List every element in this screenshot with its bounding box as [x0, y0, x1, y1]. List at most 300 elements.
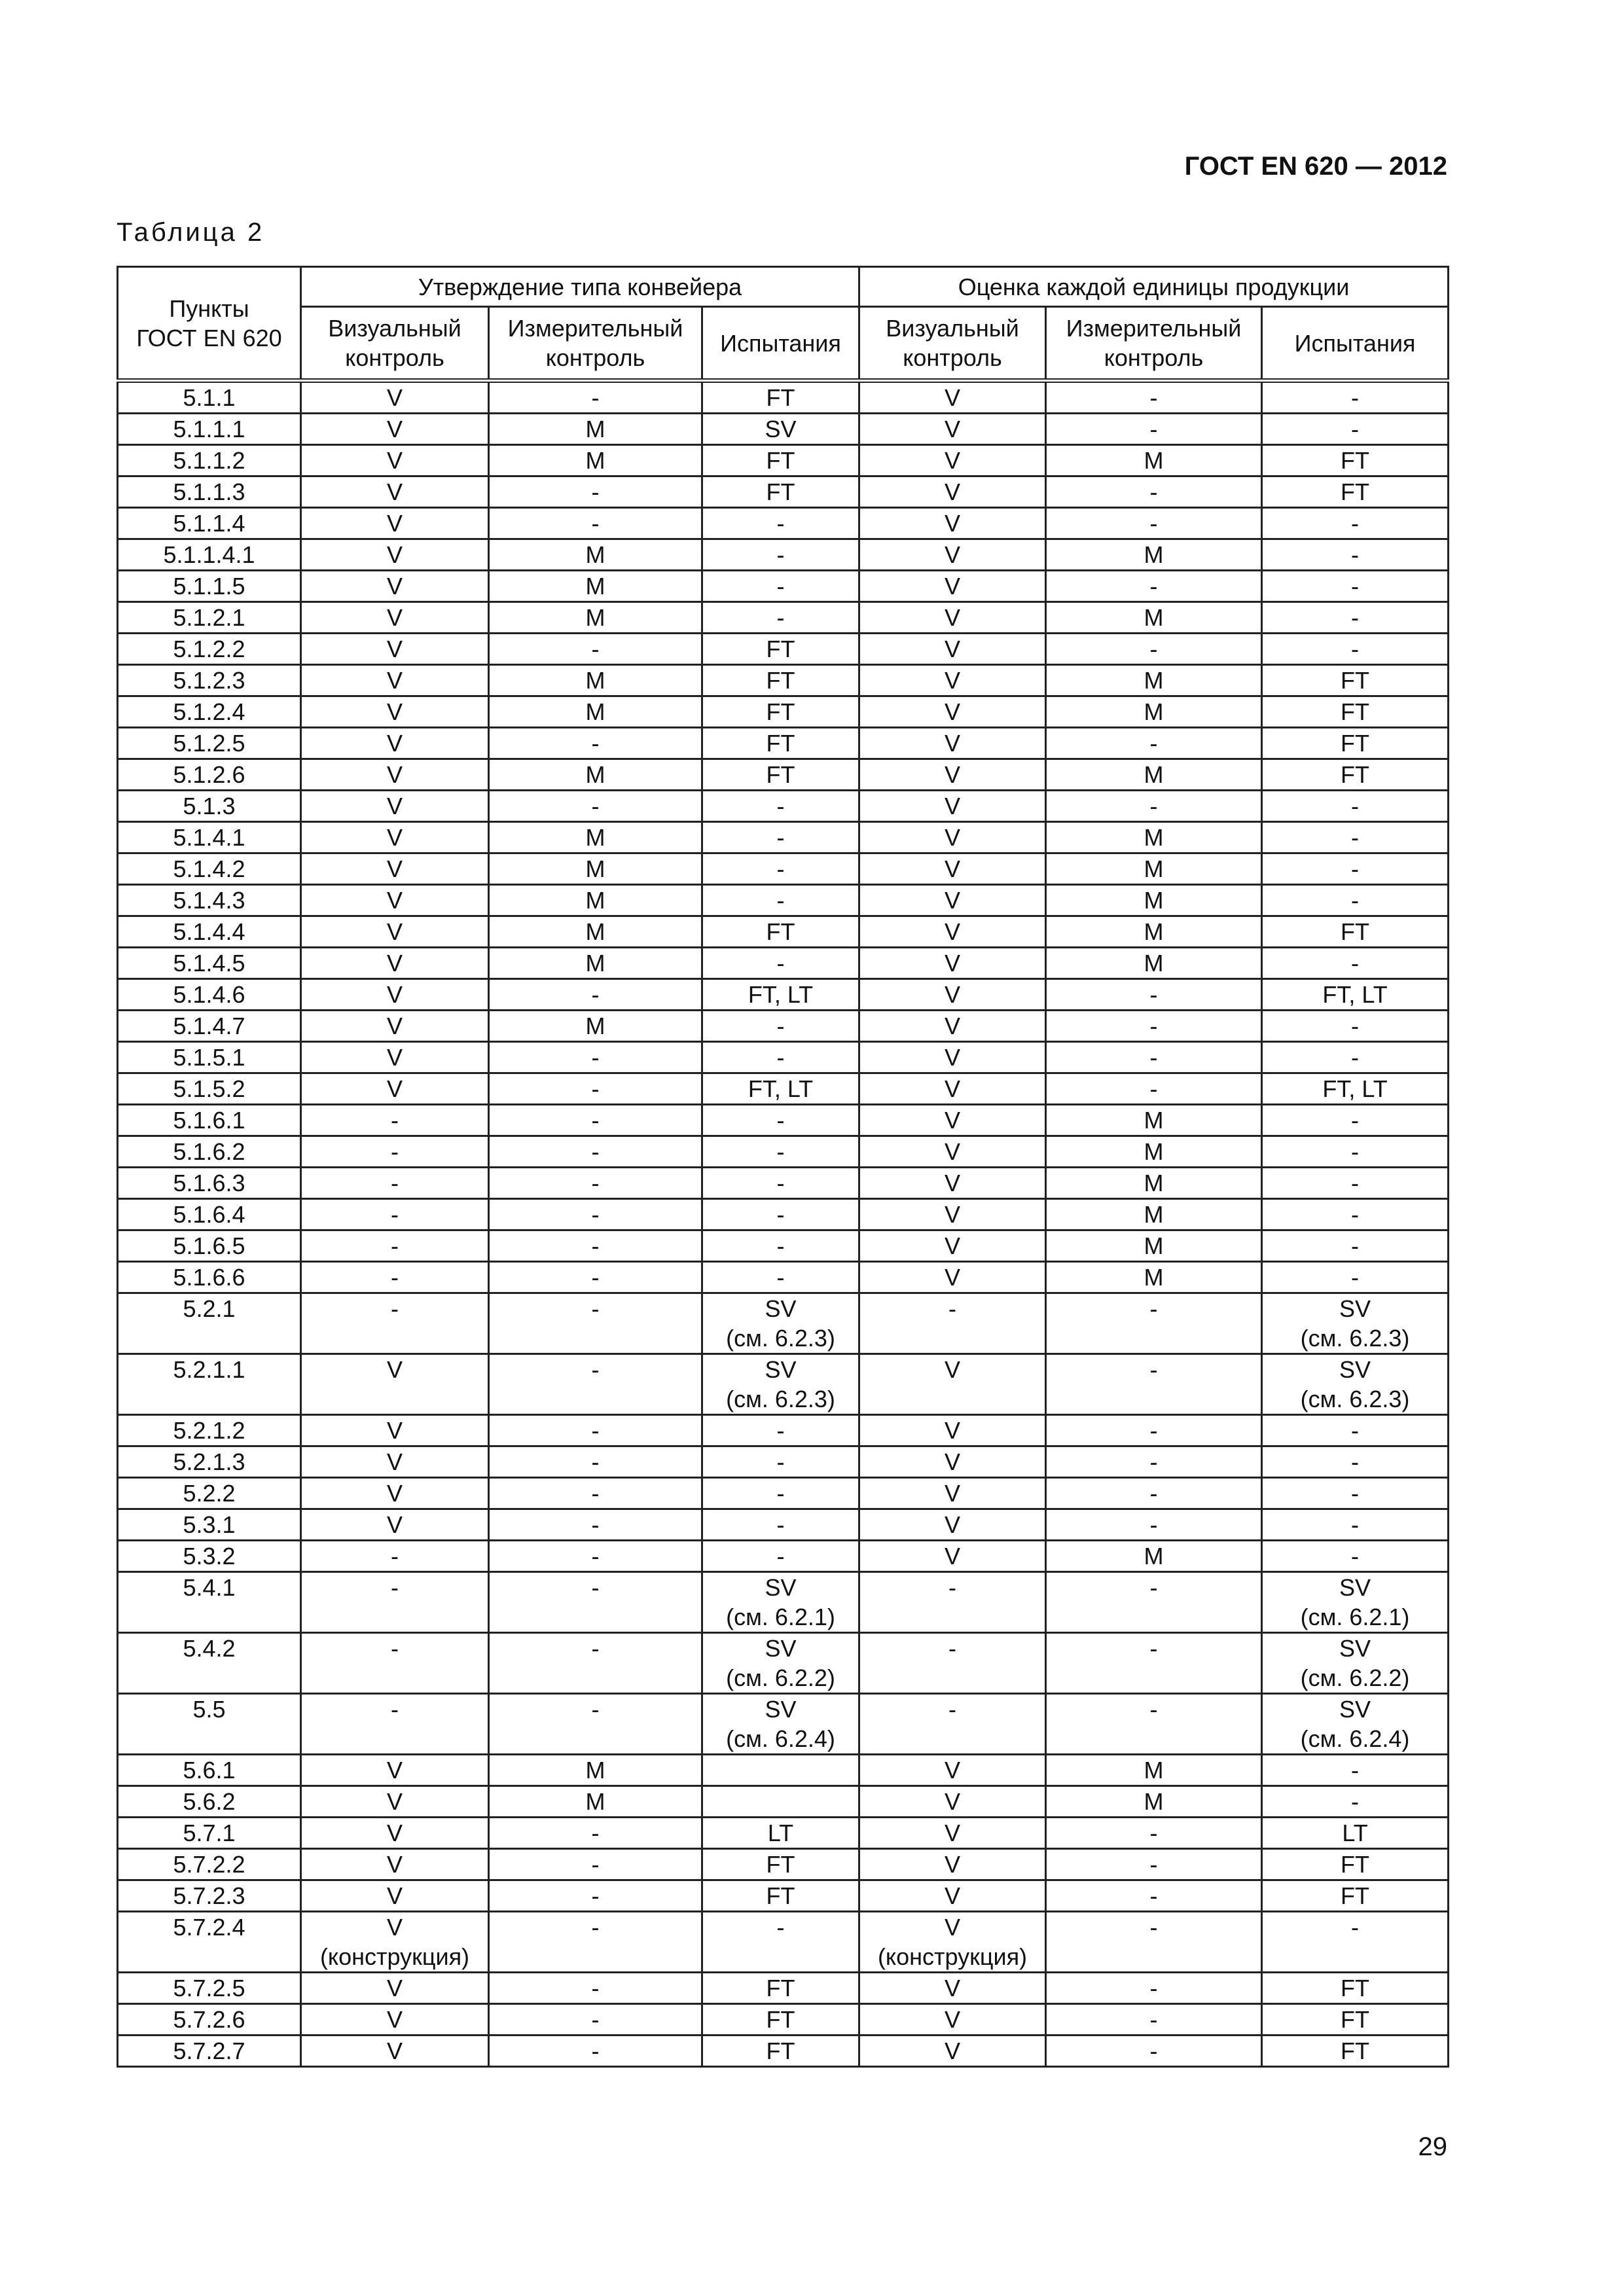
table-cell: V: [859, 2036, 1046, 2067]
table-row: [118, 1293, 1449, 1354]
table-cell: V: [301, 696, 489, 728]
table-cell: [702, 1786, 859, 1818]
clause-cell: 5.1.2.2: [118, 634, 301, 665]
table-cell: -: [702, 1199, 859, 1230]
table-cell: -: [702, 1912, 859, 1973]
table-cell: V: [859, 822, 1046, 853]
table-cell: -: [1046, 1073, 1262, 1105]
table-row: [118, 948, 1449, 979]
table-cell: -: [1262, 1755, 1449, 1786]
table-cell: V: [859, 571, 1046, 602]
table-cell: -: [301, 1136, 489, 1168]
clause-cell: 5.1.6.3: [118, 1168, 301, 1199]
table-cell: -: [489, 2004, 702, 2036]
table-cell: V: [859, 1973, 1046, 2004]
table-cell: SV (см. 6.2.4): [1262, 1694, 1449, 1755]
table-row: [118, 1912, 1449, 1973]
table-cell: -: [1046, 414, 1262, 445]
table-cell: FT: [1262, 476, 1449, 508]
table-cell: FT: [1262, 696, 1449, 728]
table-row: [118, 1262, 1449, 1293]
table-cell: M: [489, 1786, 702, 1818]
clause-cell: 5.1.6.2: [118, 1136, 301, 1168]
table-cell: M: [1046, 916, 1262, 948]
table-row: [118, 696, 1449, 728]
table-cell: M: [489, 539, 702, 571]
table-cell: -: [489, 1633, 702, 1694]
table-cell: -: [1262, 381, 1449, 414]
table-cell: -: [1046, 1011, 1262, 1042]
table-cell: -: [702, 853, 859, 885]
table-cell: V: [859, 791, 1046, 822]
table-cell: -: [489, 791, 702, 822]
table-cell: FT: [702, 1880, 859, 1912]
table-cell: -: [1046, 1912, 1262, 1973]
table-row: [118, 1136, 1449, 1168]
clause-cell: 5.5: [118, 1694, 301, 1755]
table-cell: FT: [1262, 445, 1449, 476]
clause-cell: 5.7.2.4: [118, 1912, 301, 1973]
table-cell: -: [301, 1262, 489, 1293]
table-row: [118, 822, 1449, 853]
clause-cell: 5.1.4.5: [118, 948, 301, 979]
table-cell: M: [1046, 1262, 1262, 1293]
table-row: [118, 2036, 1449, 2067]
table-cell: -: [1262, 1168, 1449, 1199]
table-cell: -: [489, 634, 702, 665]
table-cell: V: [859, 2004, 1046, 2036]
table-cell: M: [489, 885, 702, 916]
clause-cell: 5.2.2: [118, 1478, 301, 1509]
table-cell: -: [702, 1168, 859, 1199]
table-cell: FT: [702, 2004, 859, 2036]
clause-cell: 5.3.2: [118, 1541, 301, 1572]
table-cell: V: [859, 1415, 1046, 1446]
table-cell: V: [301, 1818, 489, 1849]
table-cell: -: [1262, 1011, 1449, 1042]
table-cell: -: [1046, 1354, 1262, 1415]
clause-cell: 5.1.2.3: [118, 665, 301, 696]
table-cell: -: [1046, 476, 1262, 508]
table-cell: SV (см. 6.2.3): [1262, 1354, 1449, 1415]
table-cell: FT: [1262, 2036, 1449, 2067]
table-cell: V: [859, 759, 1046, 791]
table-cell: -: [702, 791, 859, 822]
clause-cell: 5.1.5.2: [118, 1073, 301, 1105]
table-cell: M: [1046, 1786, 1262, 1818]
table-cell: V: [859, 634, 1046, 665]
table-cell: -: [489, 1293, 702, 1354]
table-cell: M: [489, 759, 702, 791]
table-cell: M: [1046, 1755, 1262, 1786]
table-cell: M: [489, 822, 702, 853]
table-cell: [702, 1755, 859, 1786]
table-cell: V: [859, 1073, 1046, 1105]
table-cell: FT: [1262, 1880, 1449, 1912]
table-cell: -: [489, 1262, 702, 1293]
table-cell: V: [301, 1042, 489, 1073]
table-cell: -: [1262, 1446, 1449, 1478]
table-cell: M: [489, 665, 702, 696]
clause-cell: 5.1.4.3: [118, 885, 301, 916]
table-cell: -: [702, 1230, 859, 1262]
table-cell: V: [301, 665, 489, 696]
table-cell: -: [1262, 1042, 1449, 1073]
table-cell: M: [1046, 948, 1262, 979]
clause-cell: 5.1.1.4: [118, 508, 301, 539]
table-cell: FT: [702, 1973, 859, 2004]
table-cell: -: [489, 1168, 702, 1199]
table-cell: -: [702, 1136, 859, 1168]
table-cell: -: [1262, 1105, 1449, 1136]
table-cell: V: [859, 602, 1046, 634]
table-cell: V: [301, 1478, 489, 1509]
table-row: [118, 1973, 1449, 2004]
table-cell: -: [702, 1415, 859, 1446]
table-row: [118, 1755, 1449, 1786]
table-row: [118, 791, 1449, 822]
clause-cell: 5.1.1.2: [118, 445, 301, 476]
table-cell: SV (см. 6.2.2): [702, 1633, 859, 1694]
table-cell: V: [301, 445, 489, 476]
clause-cell: 5.1.2.4: [118, 696, 301, 728]
header-measure-type: Измерительный контроль: [489, 307, 702, 381]
table-cell: V: [859, 445, 1046, 476]
table-row: [118, 445, 1449, 476]
table-cell: M: [1046, 539, 1262, 571]
clause-cell: 5.1.1.4.1: [118, 539, 301, 571]
clause-cell: 5.1.4.6: [118, 979, 301, 1011]
table-cell: FT: [1262, 1849, 1449, 1880]
table-row: [118, 1446, 1449, 1478]
clause-cell: 5.6.2: [118, 1786, 301, 1818]
table-cell: -: [702, 1011, 859, 1042]
table-cell: SV (см. 6.2.2): [1262, 1633, 1449, 1694]
table-cell: -: [1262, 791, 1449, 822]
table-cell: V: [301, 1849, 489, 1880]
table-cell: M: [1046, 1199, 1262, 1230]
table-cell: -: [489, 1912, 702, 1973]
table-cell: -: [489, 1880, 702, 1912]
table-cell: -: [489, 979, 702, 1011]
table-row: [118, 571, 1449, 602]
table-cell: -: [301, 1105, 489, 1136]
table-cell: -: [1262, 885, 1449, 916]
table-cell: V: [301, 1354, 489, 1415]
table-cell: -: [1046, 979, 1262, 1011]
table-cell: -: [1046, 634, 1262, 665]
table-cell: FT: [702, 696, 859, 728]
table-cell: V: [301, 885, 489, 916]
table-cell: -: [489, 1818, 702, 1849]
table-cell: -: [1262, 1509, 1449, 1541]
clause-cell: 5.1.2.5: [118, 728, 301, 759]
table-cell: FT: [702, 916, 859, 948]
table-row: [118, 1354, 1449, 1415]
table-cell: FT, LT: [702, 1073, 859, 1105]
table-cell: M: [1046, 1230, 1262, 1262]
clause-cell: 5.1.4.2: [118, 853, 301, 885]
table-row: [118, 1786, 1449, 1818]
table-cell: -: [1046, 1293, 1262, 1354]
table-cell: -: [1262, 1262, 1449, 1293]
table-cell: V: [301, 948, 489, 979]
table-row: [118, 1633, 1449, 1694]
clause-cell: 5.1.1.1: [118, 414, 301, 445]
table-cell: V: [859, 1354, 1046, 1415]
table-header: [118, 267, 1449, 381]
table-cell: -: [1046, 1880, 1262, 1912]
clause-cell: 5.1.4.4: [118, 916, 301, 948]
clause-cell: 5.7.2.5: [118, 1973, 301, 2004]
table-cell: -: [301, 1572, 489, 1633]
table-cell: M: [1046, 696, 1262, 728]
table-cell: V: [859, 381, 1046, 414]
table-cell: FT: [702, 759, 859, 791]
table-cell: FT: [1262, 728, 1449, 759]
table-cell: V: [859, 1541, 1046, 1572]
table-cell: V: [859, 948, 1046, 979]
table-cell: -: [301, 1694, 489, 1755]
table-cell: V: [301, 1446, 489, 1478]
clause-cell: 5.1.6.1: [118, 1105, 301, 1136]
table-cell: -: [702, 508, 859, 539]
table-cell: -: [1046, 1694, 1262, 1755]
table-cell: -: [489, 1694, 702, 1755]
table-cell: -: [1046, 1849, 1262, 1880]
table-row: [118, 1168, 1449, 1199]
table-cell: -: [1046, 1818, 1262, 1849]
table-cell: -: [489, 1415, 702, 1446]
table-cell: -: [1262, 1136, 1449, 1168]
table-cell: V (конструкция): [859, 1912, 1046, 1973]
table-cell: -: [1262, 1541, 1449, 1572]
table-cell: V: [859, 1168, 1046, 1199]
table-cell: -: [1262, 539, 1449, 571]
table-cell: V: [301, 1755, 489, 1786]
table-cell: -: [489, 1446, 702, 1478]
table-cell: -: [489, 1042, 702, 1073]
table-cell: -: [1046, 2036, 1262, 2067]
clause-cell: 5.7.2.2: [118, 1849, 301, 1880]
table-cell: V: [859, 1849, 1046, 1880]
table-cell: M: [489, 948, 702, 979]
table-cell: M: [1046, 602, 1262, 634]
table-cell: V: [301, 1011, 489, 1042]
table-cell: -: [301, 1230, 489, 1262]
clause-cell: 5.2.1.3: [118, 1446, 301, 1478]
clause-cell: 5.1.1: [118, 381, 301, 414]
table-cell: -: [489, 1105, 702, 1136]
table-cell: M: [489, 602, 702, 634]
table-cell: -: [859, 1633, 1046, 1694]
table-cell: FT: [702, 728, 859, 759]
table-row: [118, 1042, 1449, 1073]
table-cell: -: [702, 1478, 859, 1509]
table-cell: -: [1262, 571, 1449, 602]
table-cell: -: [702, 1541, 859, 1572]
table-cell: V: [301, 634, 489, 665]
table-cell: -: [1046, 1633, 1262, 1694]
clause-cell: 5.7.1: [118, 1818, 301, 1849]
table-cell: -: [489, 1572, 702, 1633]
table-cell: M: [1046, 853, 1262, 885]
table-cell: -: [301, 1168, 489, 1199]
table-cell: FT: [1262, 759, 1449, 791]
table-cell: -: [489, 1973, 702, 2004]
table-cell: -: [1262, 822, 1449, 853]
table-cell: V: [859, 1786, 1046, 1818]
table-row: [118, 1230, 1449, 1262]
table-row: [118, 1509, 1449, 1541]
table-cell: SV (см. 6.2.3): [702, 1354, 859, 1415]
table-cell: -: [702, 571, 859, 602]
table-cell: V: [859, 1509, 1046, 1541]
table-row: [118, 979, 1449, 1011]
table-cell: -: [702, 602, 859, 634]
table-cell: V: [859, 508, 1046, 539]
table-cell: -: [702, 1262, 859, 1293]
table-cell: -: [489, 1136, 702, 1168]
table-cell: -: [702, 885, 859, 916]
table-cell: M: [489, 1755, 702, 1786]
table-cell: V: [301, 539, 489, 571]
table-cell: M: [489, 445, 702, 476]
table-cell: FT: [702, 665, 859, 696]
table-cell: V: [859, 1042, 1046, 1073]
table-cell: V: [301, 1973, 489, 2004]
table-cell: FT: [1262, 916, 1449, 948]
table-cell: M: [1046, 665, 1262, 696]
table-cell: -: [1262, 1786, 1449, 1818]
table-cell: -: [489, 381, 702, 414]
table-row: [118, 1478, 1449, 1509]
table-cell: FT, LT: [1262, 979, 1449, 1011]
table-row: [118, 2004, 1449, 2036]
table-cell: FT: [702, 476, 859, 508]
clause-cell: 5.1.6.4: [118, 1199, 301, 1230]
table-cell: V: [301, 791, 489, 822]
header-tests-unit: Испытания: [1262, 307, 1449, 381]
table-cell: V: [301, 381, 489, 414]
header-each-unit: Оценка каждой единицы продукции: [859, 267, 1449, 307]
table-row: [118, 602, 1449, 634]
table-cell: M: [1046, 1136, 1262, 1168]
table-cell: -: [489, 1509, 702, 1541]
table-cell: -: [1262, 414, 1449, 445]
table-cell: V: [859, 853, 1046, 885]
table-cell: LT: [1262, 1818, 1449, 1849]
table-row: [118, 885, 1449, 916]
table-cell: V: [301, 1073, 489, 1105]
table-cell: V: [859, 696, 1046, 728]
table-cell: M: [489, 696, 702, 728]
table-cell: V: [301, 979, 489, 1011]
table-cell: M: [1046, 445, 1262, 476]
clause-cell: 5.1.4.7: [118, 1011, 301, 1042]
table-cell: V: [301, 476, 489, 508]
table-cell: SV (см. 6.2.3): [702, 1293, 859, 1354]
table-row: [118, 476, 1449, 508]
table-cell: -: [1046, 381, 1262, 414]
table-cell: FT: [1262, 2004, 1449, 2036]
table-row: [118, 381, 1449, 414]
table-cell: V: [859, 728, 1046, 759]
table-cell: SV: [702, 414, 859, 445]
header-measure-unit: Измерительный контроль: [1046, 307, 1262, 381]
table-cell: -: [1046, 2004, 1262, 2036]
table-cell: V: [859, 1755, 1046, 1786]
table-cell: V: [301, 414, 489, 445]
table-cell: -: [301, 1633, 489, 1694]
table-cell: LT: [702, 1818, 859, 1849]
table-cell: -: [489, 1073, 702, 1105]
table-row: [118, 1011, 1449, 1042]
table-cell: SV (см. 6.2.1): [702, 1572, 859, 1633]
table-row: [118, 1073, 1449, 1105]
clause-cell: 5.1.6.5: [118, 1230, 301, 1262]
clause-cell: 5.1.6.6: [118, 1262, 301, 1293]
table-cell: M: [489, 1011, 702, 1042]
table-cell: M: [1046, 885, 1262, 916]
table-cell: V: [859, 1199, 1046, 1230]
table-cell: -: [1262, 634, 1449, 665]
table-cell: V: [301, 916, 489, 948]
table-cell: -: [702, 1446, 859, 1478]
table-cell: V: [859, 1446, 1046, 1478]
table-cell: SV (см. 6.2.3): [1262, 1293, 1449, 1354]
table-cell: -: [489, 728, 702, 759]
clause-cell: 5.4.1: [118, 1572, 301, 1633]
table-cell: V: [301, 1880, 489, 1912]
table-row: [118, 1572, 1449, 1633]
table-cell: -: [489, 1541, 702, 1572]
table-cell: V (конструкция): [301, 1912, 489, 1973]
table-cell: -: [489, 1354, 702, 1415]
table-cell: V: [859, 414, 1046, 445]
table-cell: V: [301, 759, 489, 791]
table-cell: -: [1046, 508, 1262, 539]
table-cell: FT, LT: [702, 979, 859, 1011]
table-cell: -: [1262, 1199, 1449, 1230]
header-type-approval: Утверждение типа конвейера: [301, 267, 859, 307]
table-cell: SV (см. 6.2.4): [702, 1694, 859, 1755]
table-cell: -: [1046, 1446, 1262, 1478]
table-cell: -: [489, 1199, 702, 1230]
table-cell: V: [301, 2004, 489, 2036]
table-cell: V: [301, 1509, 489, 1541]
table-cell: -: [489, 508, 702, 539]
table-row: [118, 414, 1449, 445]
table-cell: V: [301, 822, 489, 853]
clause-cell: 5.3.1: [118, 1509, 301, 1541]
table-cell: -: [1046, 1478, 1262, 1509]
table-cell: -: [1262, 508, 1449, 539]
table-cell: -: [1046, 1973, 1262, 2004]
table-row: [118, 539, 1449, 571]
clause-cell: 5.1.3: [118, 791, 301, 822]
table-row: [118, 759, 1449, 791]
table-cell: V: [859, 1230, 1046, 1262]
table-cell: M: [489, 571, 702, 602]
table-cell: M: [1046, 822, 1262, 853]
clause-cell: 5.7.2.6: [118, 2004, 301, 2036]
table-cell: -: [489, 1849, 702, 1880]
table-cell: -: [859, 1694, 1046, 1755]
table-cell: V: [859, 1136, 1046, 1168]
table-cell: -: [1262, 1478, 1449, 1509]
clause-cell: 5.2.1: [118, 1293, 301, 1354]
